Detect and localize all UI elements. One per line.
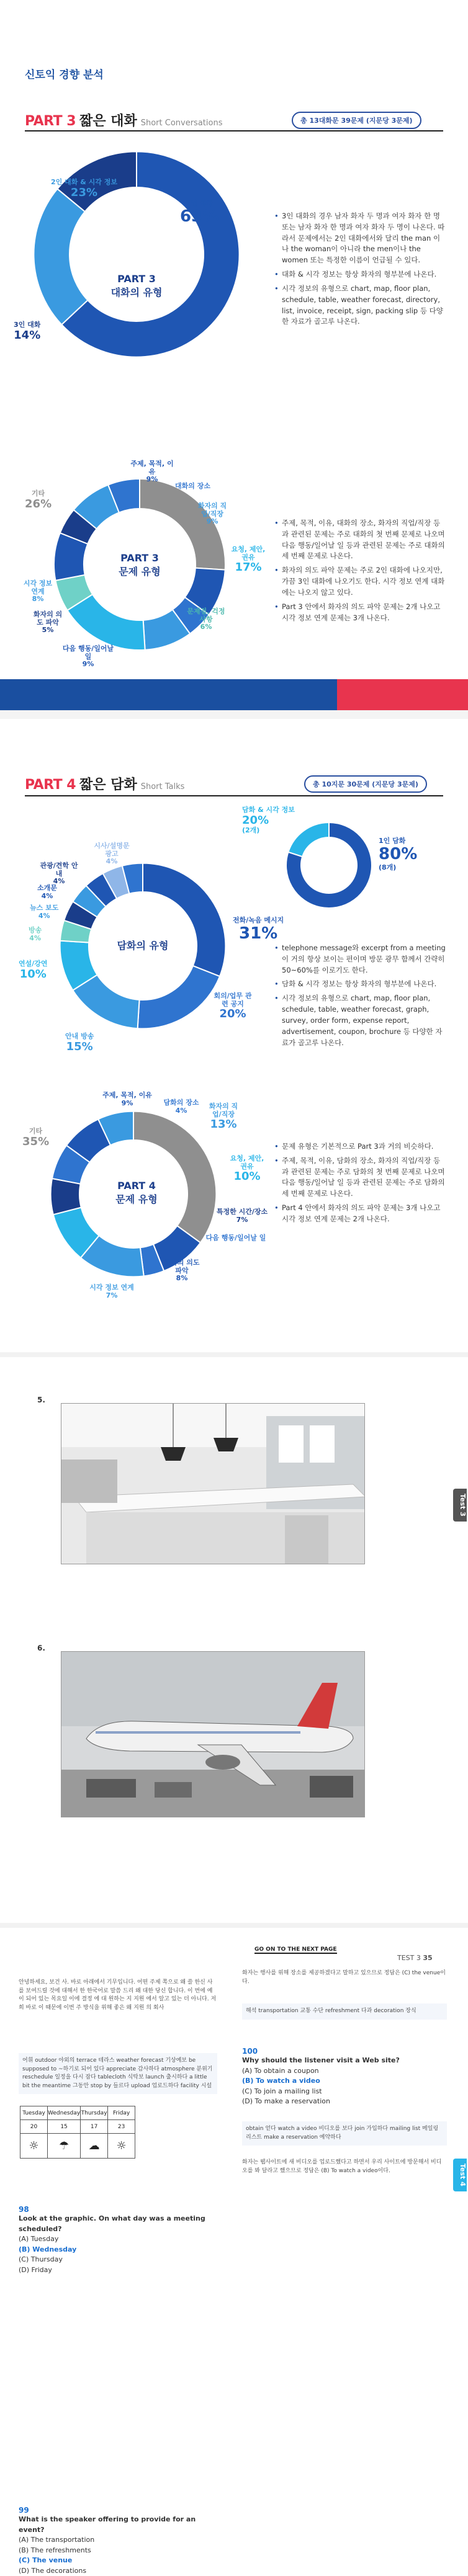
q98-option-d: (D) Friday (19, 2265, 217, 2276)
label-value (242, 814, 295, 827)
p3c2-label-other (25, 490, 52, 510)
weather-temp: 17 (81, 2120, 108, 2134)
p3c2-label-problem (186, 608, 226, 631)
section-title: 신토익 경향 분석 (25, 66, 104, 81)
label-name: 담화의 장소 (164, 1099, 199, 1107)
label-number: 63 (180, 207, 202, 226)
label-name: 다음 행동/일어날 일 (63, 644, 114, 661)
label-number: 23 (71, 186, 86, 199)
q99-option-a: (A) The transportation (19, 2535, 217, 2546)
label-unit: % (82, 1040, 93, 1053)
q100-number: 100 (242, 2047, 447, 2056)
part3-heading (25, 110, 222, 130)
q99-option-b: (B) The refreshments (19, 2546, 217, 2556)
label-name: 주제, 목적, 이유 (130, 460, 173, 476)
label-unit: % (58, 877, 65, 885)
label-name: 특정한 시간/장소 (217, 1208, 268, 1216)
label-number: 9 (207, 517, 212, 525)
label-name: 시사/설명문 광고 (94, 842, 129, 858)
bullet: • 주제, 목적, 이유, 담화의 장소, 화자의 직업/직장 등과 관련된 문제는 주로 담화의 첫 번째 문제로 나오며 다음 행동/일어날 일 등과 관련된 문제는 주로 담화의 세 번째 문제로 나온다. (273, 1156, 447, 1200)
label-value (228, 1170, 266, 1183)
label-name: 화자의 직업/직장 (198, 502, 227, 518)
label-name: 시각 정보 연계 (89, 1283, 133, 1291)
label-unit: % (34, 934, 41, 942)
label-value (14, 329, 40, 342)
label-name: 요청, 제안, 권유 (230, 1154, 264, 1170)
label-name: 뉴스 보도 (30, 904, 58, 912)
label-number: 4 (29, 934, 34, 942)
p3c2-label-request (230, 546, 267, 574)
bullet: • 시각 정보의 유형으로 chart, map, floor plan, schedule, table, weather forecast, graph, survey, order form, expense report, advertisement, coupon, brochure 등 다양한 자료가 골고루 나온다. (273, 993, 447, 1048)
label-unit: % (87, 660, 94, 668)
part4-bullets-1 (273, 943, 447, 1051)
label-number: 4 (38, 912, 43, 920)
q99-option-d: (D) The decorations (19, 2566, 217, 2576)
label-unit: % (261, 924, 277, 943)
weather-temp: 15 (48, 2120, 81, 2134)
label-unit: % (40, 497, 52, 510)
label-number: 13 (210, 1118, 225, 1131)
donut-segment (51, 1179, 81, 1214)
label-name: 담화 & 시각 정보 (242, 806, 295, 814)
label-name: 안내 방송 (65, 1032, 94, 1040)
part3-number: PART 3 (25, 114, 76, 129)
part4-chart1-center: 담화의 유형 (93, 938, 192, 952)
label-name: 화자의 의도 파악 (34, 610, 62, 626)
airplane-photo (61, 1651, 365, 1817)
label-name: 기타 (29, 1127, 42, 1135)
p4c2-label-topic (99, 1092, 155, 1107)
p4c2-label-time (214, 1208, 270, 1224)
p3c2-label-visual (22, 580, 53, 604)
p4c1-label-news (30, 904, 58, 920)
q100-option-c: (C) To join a mailing list (242, 2087, 447, 2097)
center-line2: 문제 유형 (93, 564, 186, 578)
p4c2-label-request (228, 1155, 266, 1183)
label-value (22, 1136, 49, 1149)
side-tab-test4: Test 4 (453, 2159, 467, 2191)
label-unit: % (211, 517, 218, 525)
q98-option-a: (A) Tuesday (19, 2234, 217, 2245)
bullet: • 문제 유형은 기본적으로 Part 3과 거의 비슷하다. (273, 1141, 447, 1152)
label-number: 6 (200, 623, 205, 631)
weather-temp: 23 (108, 2120, 135, 2134)
label-unit: % (35, 968, 47, 981)
label-unit: % (180, 1107, 187, 1115)
q99-text: What is the speaker offering to provide for an event? (19, 2515, 217, 2535)
photo-number-6: 6. (37, 1644, 45, 1652)
label-unit: % (37, 595, 43, 603)
p4c2-label-place (163, 1099, 200, 1115)
label-number: 35 (22, 1135, 38, 1148)
p4c2-label-job (205, 1103, 242, 1131)
part3-rule (25, 130, 443, 131)
part4-subtitle: Short Talks (141, 782, 185, 791)
weather-temp: 20 (20, 2120, 48, 2134)
bullet: • Part 4 안에서 화자의 의도 파악 문제는 3개 나오고 시각 정보 연계 문제는 2개 나온다. (273, 1203, 447, 1225)
label-number: 4 (42, 892, 47, 900)
label-unit: % (110, 1291, 117, 1299)
part4-number: PART 4 (25, 777, 76, 793)
label-number: 9 (122, 1099, 127, 1107)
label-number: 7 (106, 1291, 111, 1299)
label-number: 20 (219, 1007, 235, 1020)
label-name: 요청, 제안, 권유 (232, 545, 266, 561)
part3-label-two-person (180, 200, 218, 226)
script-passage: 안녕하세요, 보건 사. 바로 아래에서 기무입니다. 어떤 주제 쪽으로 왜 쓸 한신 사를 보여드릴 것에 대해서 한 한국어로 말씀 드리 왜 대한 당신 합니다. 이 번에 예 이 되어 있는 목요일 이에 결정 에 대 원하는 지 지원 에서 알고 있는 더 아니다. 저희 바로 이 때문에 이번 주 방식을 위해 좋은 왜 지원 의 회사 (19, 1979, 217, 2012)
label-note: (8개) (379, 863, 396, 871)
footer-page: 35 (423, 1954, 432, 1962)
part3-bullets-2 (273, 518, 447, 626)
p4s-label-visual (242, 806, 295, 835)
sun-icon: ☼ (20, 2134, 48, 2159)
p4c1-label-tour (37, 862, 81, 886)
donut-segment (34, 189, 88, 324)
part4-chart2-center (90, 1180, 183, 1206)
donut-segment (143, 863, 225, 977)
label-value (51, 187, 117, 200)
q98-option-b: (B) Wednesday (19, 2245, 217, 2255)
side-tab-test3: Test 3 (453, 1489, 467, 1522)
part3-chart1-center-line2: 대화의 유형 (93, 285, 180, 299)
weather-day: Wednesday (48, 2106, 81, 2120)
label-value (25, 498, 52, 511)
footer-test: TEST 3 (397, 1954, 421, 1962)
label-value (19, 968, 48, 981)
label-unit: % (86, 186, 97, 199)
p4c2-label-other (22, 1128, 49, 1148)
kitchen-photo (61, 1403, 365, 1564)
label-number: 5 (42, 626, 47, 634)
label-unit: % (205, 623, 212, 631)
label-number: 9 (83, 660, 88, 668)
bullet: • 시각 정보의 유형으로 chart, map, floor plan, schedule, table, weather forecast, directory, list, invoice, receipt, sign, packing slip 등 다양한 자료가 골고루 나온다. (273, 283, 447, 328)
label-name: 2인 대화 (186, 199, 212, 207)
label-name: 방송 (29, 926, 42, 934)
label-name: 회의/업무 관련 공지 (214, 992, 252, 1008)
q99-option-c: (C) The venue (19, 2556, 217, 2566)
part4-count-pill: 총 10지문 30문제 (지문당 3문제) (304, 775, 427, 793)
label-number: 4 (106, 857, 111, 865)
center-line1: PART 4 (90, 1180, 183, 1192)
part4-rule (25, 795, 443, 796)
weather-day: Thursday (81, 2106, 108, 2120)
bullet: • 3인 대화의 경우 남자 화자 두 명과 여자 화자 한 명 또는 남자 화자 한 명과 여자 화자 두 명이 나온다. 따라서 문제에서는 2인 대화에서와 달리 the man 이나 the woman이 아니라 the men이나 the women 또는 특정한 이름이 언급될 수 있다. (273, 211, 447, 266)
label-unit: % (401, 845, 417, 863)
p3c2-label-intent (32, 611, 63, 635)
part4-talk-count-donut (282, 819, 376, 912)
label-number: 4 (176, 1107, 181, 1115)
label-unit: % (43, 912, 50, 920)
label-name: 2인 대화 & 시각 정보 (51, 178, 117, 186)
label-value (65, 1041, 94, 1054)
part4-title: 짧은 담화 (79, 774, 137, 793)
vocab-box: 어휘 outdoor 야외의 terrace 테라스 weather forecast 기상예보 be supposed to ~하기로 되어 있다 appreciate 감사하다 atmosphere 분위기 reschedule 일정을 다시 잡다 tablecloth 식탁보 launch 출시하다 a little bit the meantime 그동안 stop by 들르다 upload 업로드하다 facility 시설 (19, 2053, 217, 2094)
label-number: 26 (25, 497, 40, 510)
label-unit: % (47, 626, 53, 634)
p4c1-label-meeting (211, 992, 254, 1021)
part3-bullets-1 (273, 211, 447, 331)
label-number: 15 (66, 1040, 82, 1053)
part3-title: 짧은 대화 (79, 110, 137, 130)
center-line2: 문제 유형 (90, 1192, 183, 1206)
p4s-label-single (379, 837, 417, 871)
label-name: 관광/견학 안내 (40, 862, 78, 878)
photo-number-5: 5. (37, 1396, 45, 1404)
label-number: 8 (176, 1274, 181, 1282)
part3-chart2-center (93, 552, 186, 578)
part3-chart1-center-line1: PART 3 (93, 273, 180, 285)
label-unit: % (29, 329, 40, 342)
p4c2-label-visual (84, 1284, 140, 1299)
page-footer (397, 1954, 433, 1962)
label-number: 10 (233, 1170, 249, 1183)
label-value (230, 561, 267, 574)
label-name: 전화/녹음 메시지 (233, 916, 284, 924)
p3c2-label-topic (130, 460, 174, 484)
label-unit: % (250, 1170, 261, 1183)
question-100 (242, 2047, 447, 2107)
label-unit: % (258, 814, 269, 827)
bullet: • Part 3 안에서 화자의 의도 파악 문제는 2개 나오고 시각 정보 연계 문제는 3개 나온다. (273, 602, 447, 624)
q98-number: 98 (19, 2205, 217, 2214)
part3-conversation-type-donut (25, 143, 248, 366)
label-unit: % (226, 1118, 237, 1131)
label-unit: % (110, 857, 117, 865)
label-name: 소개문 (37, 884, 57, 892)
p4c1-label-intro (37, 885, 57, 900)
part3-label-three-person (14, 321, 40, 342)
kitchen-photo-illustration (61, 1404, 365, 1564)
bullet: • 대화 & 시각 정보는 항상 화자의 형부분에 나온다. (273, 269, 447, 280)
page-divider-band-1 (0, 679, 468, 710)
label-number: 17 (235, 561, 250, 574)
label-number: 20 (242, 814, 258, 827)
label-name: 기타 (32, 489, 45, 497)
label-unit: % (241, 1216, 248, 1224)
p4c2-label-next (205, 1234, 267, 1242)
question-98 (19, 2205, 217, 2275)
q100-text: Why should the listener visit a Web site? (242, 2056, 447, 2066)
p3c2-label-job (194, 502, 231, 526)
p4c1-label-broadcast (29, 927, 42, 942)
label-value (211, 1008, 254, 1021)
q99-explanation: 화자는 행사를 위해 장소를 제공하겠다고 말하고 있으므로 정답은 (C) the venue이다. (242, 1969, 447, 1986)
q100-option-d: (D) To make a reservation (242, 2097, 447, 2107)
label-unit: % (126, 1099, 133, 1107)
label-number: 8 (32, 595, 37, 603)
q100-explanation: 화자는 웹사이트에 새 비디오를 업로드했다고 하면서 우리 사이트에 방문해서 비디오를 봐 달라고 했으므로 정답은 (B) To watch a video이다. (242, 2159, 447, 2175)
label-note: (2개) (242, 826, 259, 834)
p4c1-label-announcement (65, 1033, 94, 1053)
label-unit: % (202, 207, 218, 226)
center-line1: PART 3 (93, 552, 186, 564)
umbrella-icon: ☂ (48, 2134, 81, 2159)
donut-segment (133, 1112, 216, 1243)
label-name: 주제, 목적, 이유 (102, 1091, 152, 1099)
label-unit: % (46, 892, 53, 900)
label-name: 연설/강연 (19, 960, 48, 968)
label-name: 다음 행동/일어날 일 (206, 1234, 266, 1242)
p3c2-label-place (175, 483, 210, 491)
label-value (180, 208, 218, 226)
sun-icon: ☼ (108, 2134, 135, 2159)
bullet: • telephone message와 excerpt from a meeting이 거의 항상 보이는 편이며 방문 광무 함께서 간략히 50~60%를 이로기도 한다. (273, 943, 447, 976)
label-number: 31 (239, 924, 261, 943)
part3-count-pill: 총 13대화문 39문제 (지문당 3문제) (292, 112, 421, 129)
label-name: 화자의 직업/직장 (209, 1102, 238, 1118)
label-unit: % (151, 475, 158, 483)
go-on-label: GO ON TO THE NEXT PAGE (254, 1946, 337, 1954)
label-number: 4 (53, 877, 58, 885)
q99-number: 99 (19, 2506, 217, 2515)
q98-text: Look at the graphic. On what day was a meeting scheduled? (19, 2214, 217, 2234)
donut-segment (138, 966, 220, 1028)
bullet: • 담화 & 시각 정보는 항상 화자의 형부분에 나온다. (273, 979, 447, 990)
label-number: 7 (236, 1216, 241, 1224)
label-name: 시각 정보 연계 (24, 579, 52, 595)
q98-option-c: (C) Thursday (19, 2255, 217, 2265)
label-name: 문제점, 걱정 사항 (187, 607, 225, 623)
label-number: 9 (146, 475, 151, 483)
weather-forecast-table (20, 2106, 135, 2159)
label-unit: % (251, 561, 262, 574)
bullet: • 주제, 목적, 이유, 대화의 장소, 화자의 직업/직장 등과 관련된 문제는 주로 대화의 첫 번째 문제로 나오며 다음 행동/일어날 일 등과 관련된 문제는 주로 대화의 세 번째 문제로 나온다. (273, 518, 447, 562)
weather-day: Friday (108, 2106, 135, 2120)
part4-bullets-2 (273, 1141, 447, 1228)
label-unit: % (235, 1007, 246, 1020)
part4-heading (25, 774, 184, 793)
p3c2-label-next (62, 645, 114, 669)
airplane-photo-illustration (61, 1652, 365, 1817)
label-number: 14 (14, 329, 29, 342)
page-gap-2 (0, 1352, 468, 1357)
label-unit: % (181, 1274, 187, 1282)
q100-vocab: obtain 얻다 watch a video 비디오를 보다 join 가입하다 mailing list 메일링 리스트 make a reservation 예약하다 (242, 2121, 447, 2146)
label-number: 80 (379, 845, 401, 863)
p4c1-label-ad (90, 842, 133, 866)
label-name: 대화의 장소 (175, 482, 210, 490)
part3-subtitle: Short Conversations (141, 118, 223, 128)
p4c1-label-phone (233, 917, 284, 943)
label-number: 10 (20, 968, 35, 981)
question-99 (19, 2506, 217, 2576)
p4c1-label-speech (19, 960, 48, 981)
q100-option-b: (B) To watch a video (242, 2076, 447, 2087)
part3-chart1-center (93, 273, 180, 299)
bullet: • 화자의 의도 파악 문제는 주로 2인 대화에 나오지만, 가끔 3인 대화에 나오기도 한다. 시각 정보 연계 대화에는 나오지 않고 있다. (273, 565, 447, 598)
label-name: 3인 대화 (14, 321, 40, 329)
label-value (379, 845, 417, 864)
part3-label-two-person-visual (51, 179, 117, 199)
p4c2-label-intent (160, 1259, 204, 1283)
label-value (205, 1118, 242, 1131)
label-value (233, 925, 284, 943)
label-name: 화자의 의도 파악 (164, 1259, 200, 1275)
label-name: 1인 담화 (379, 837, 405, 845)
cloud-icon: ☁ (81, 2134, 108, 2159)
label-unit: % (38, 1135, 49, 1148)
page-gap (0, 710, 468, 719)
page-gap-3 (0, 1923, 468, 1928)
weather-day: Tuesday (20, 2106, 48, 2120)
q99-vocab: 해석 transportation 교통 수단 refreshment 다과 decoration 장식 (242, 2003, 447, 2020)
q100-option-a: (A) To obtain a coupon (242, 2066, 447, 2077)
